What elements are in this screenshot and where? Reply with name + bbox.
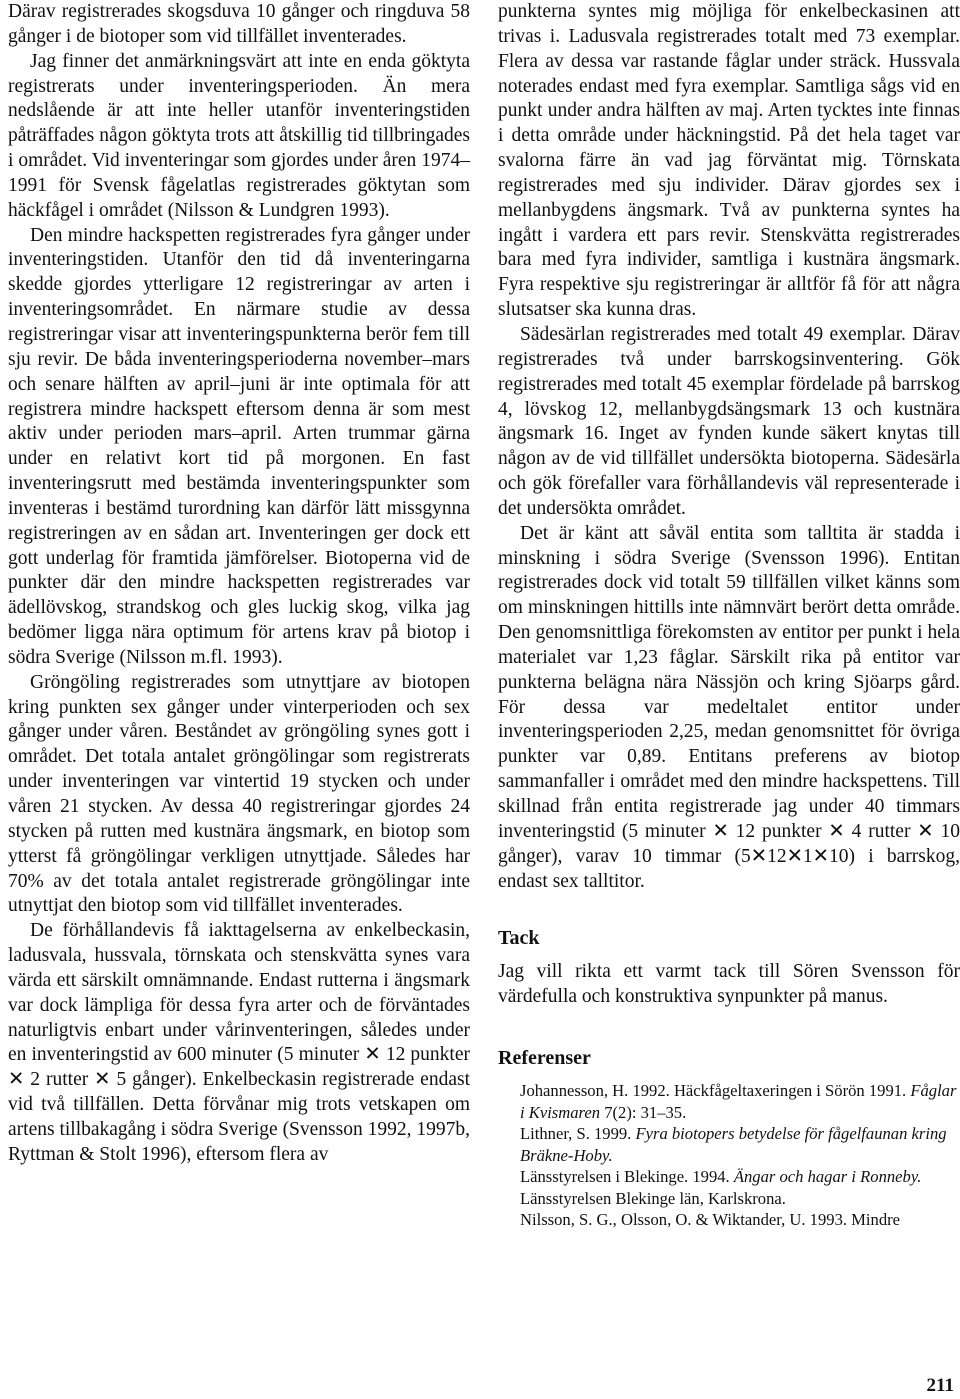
acknowledgements-heading: Tack [498,927,540,950]
reference-item [498,1166,960,1209]
paragraph-snipe-swallows: De förhållandevis få iakttagelserna av enkelbeckasin, ladusvala, hussvala, törnskata och stenskvätta synes vara värda ett särskilt omnämnande. Endast rutterna i ängsmark var dock lämpliga för dessa fyra arter och de förväntades naturligtvis enbart under vårinventeringen, således under en inventeringstid av 600 minuter (5 minuter ✕ 12 punkter ✕ 2 rutter ✕ 5 gånger). Enkelbeckasin registrerade endast vid två tillfällen. Detta förvånar mig trots vetskapen om artens tillbakagång i södra Sverige (Svensson 1992, 1997b, Ryttman & Stolt 1996), eftersom flera av [8,920,470,1165]
reference-text-after: 7(2): 31–35. [600,1102,687,1122]
reference-text: Nilsson, S. G., Olsson, O. & Wiktander, U. 1993. Mindre [520,1210,901,1230]
acknowledgements-text: Jag vill rikta ett varmt tack till Sören Svensson för värdefulla och konstruktiva synpunkter på manus. [498,961,960,1008]
left-text-column [8,0,470,1168]
reference-item [498,1123,960,1166]
paragraph-doves: Därav registrerades skogsduva 10 gånger och ringduva 58 gånger i de biotoper som vid tillfället inventerades. [8,1,470,47]
paragraph-lesser-spotted-woodpecker: Den mindre hackspetten registrerades fyra gånger under inventeringstiden. Utanför den tid då inventeringarna skedde gjordes ytterligare 12 registreringar av arten i inventeringsområdet. En närmare studie av dessa registreringar visar att inventeringspunkterna berör fem till sju revir. De båda inventeringsperioderna november–mars och senare hälften av april–juni är inte optimala för att registrera mindre hackspett eftersom denna är som mest aktiv under perioden mars–april. Arten trummar gärna under en relativt kort tid på morgonen. En fast inventeringsrutt med bestämda inventeringspunkter som inventeras i bestämd turordning kan därför lätt missgynna registreringen av en sådan art. Inventeringen ger dock ett gott underlag för framtida jämförelser. Biotoperna vid de punkter där den mindre hackspetten registrerades var ädellövskog, strandskog och gles luckig skog, vilka jag bedömer ligga nära optimum för artens krav på biotop i södra Sverige (Nilsson m.fl. 1993). [8,224,470,668]
reference-list [498,1080,960,1231]
reference-text-after: Länsstyrelsen Blekinge län, Karlskrona. [520,1188,786,1208]
paragraph-swallows-continued: punkterna syntes mig möjliga för enkelbeckasinen att trivas i. Ladusvala registrerades totalt med 73 exemplar. Flera av dessa var rastande fåglar under sträck. Hussvala noterades endast med fyra exemplar. Samtliga sågs vid en punkt under andra hälften av maj. Arten tycktes inte finnas i detta område under häckningstid. På det hela taget var svalorna färre än vad jag förväntat mig. Törnskata registrerades med sju individer. Därav gjordes sex i mellanbygdens ängsmark. Två av punkterna syntes ha ingått i vardera ett pars revir. Stenskvätta registrerades bara med fyra individer, samtliga i kustnära ängsmark. Fyra respektive sju registreringar är alltför få för att några slutsatser ska kunna dras. [498,1,960,321]
reference-italic-title: Fåglar i Kvismaren [520,1081,957,1122]
reference-item [498,1209,960,1231]
references-heading: Referenser [498,1047,591,1070]
paragraph-green-woodpecker: Gröngöling registrerades som utnyttjare av biotopen kring punkten sex gånger under vinterperioden och sex gånger under våren. Beståndet av gröngöling synes gott i området. Det totala antalet gröngölingar som registrerats under inventeringen var vintertid 19 stycken och under våren 21 stycken. Av dessa 40 registreringar gjordes 24 stycken på rutten med kustnära ängsmark, en biotop som ytterst få gröngölingar verkligen utnyttjade. Således har 70% av det totala antalet registrerade gröngölingar inte utnyttjat den biotop som vid tillfället inventerades. [8,671,470,917]
right-text-column [498,0,960,1231]
reference-italic-title: Fyra biotopers betydelse för fågelfaunan kring Bräkne-Hoby. [520,1124,947,1165]
reference-italic-title: Ängar och hagar i Ronneby. [733,1167,922,1187]
paragraph-tits: Det är känt att såväl entita som talltita är stadda i minskning i södra Sverige (Svensson 1996). Entitan registrerades dock vid totalt 59 tillfällen vilket känns som om minskningen hittills inte nämnvärt berört detta område. Den genomsnittliga förekomsten av entitor per punkt i hela materialet var 1,23 fåglar. Särskilt rika på entitor var punkterna belägna nära Nässjön och kring Sjöarps gård. För dessa var medeltalet entitor under inventeringsperioden 2,25, medan genomsnittet för övriga punkter var 0,89. Entitans preferens av biotop sammanfaller i området med den mindre hackspettens. Till skillnad från entita registrerade jag under 40 timmars inventeringstid (5 minuter ✕ 12 punkter ✕ 4 rutter ✕ 10 gånger), varav 10 timmar (5✕12✕1✕10) i barrskog, endast sex talltitor. [498,522,960,892]
paragraph-wryneck: Jag finner det anmärkningsvärt att inte en enda göktyta registrerats under inventeringsperioden. Än mera nedslående är att inte heller utanför inventeringstiden påträffades någon göktyta trots att åtskillig tid tillbringades i området. Vid inventeringar som gjordes under åren 1974–1991 för Svensk fågelatlas registrerades göktytan som häckfågel i området (Nilsson & Lundgren 1993). [8,50,470,221]
reference-text: Länsstyrelsen i Blekinge. 1994. [520,1167,734,1187]
reference-item [498,1080,960,1123]
reference-text: Johannesson, H. 1992. Häckfågeltaxeringen i Sörön 1991. [520,1081,911,1101]
reference-text: Lithner, S. 1999. [520,1124,636,1144]
paragraph-wagtail-cuckoo: Sädesärlan registrerades med totalt 49 exemplar. Därav registrerades två under barrskogsinventering. Gök registrerades med totalt 45 exemplar fördelade på barrskog 4, lövskog 12, mellanbygdsängsmark 13 och kustnära ängsmark 16. Inget av fynden kunde säkert knytas till någon av de vid tillfället undersökta biotoperna. Sädesärla och gök förefaller vara förhållandevis väl representerade i det undersökta området. [498,323,960,519]
page-number: 211 [926,1375,954,1396]
